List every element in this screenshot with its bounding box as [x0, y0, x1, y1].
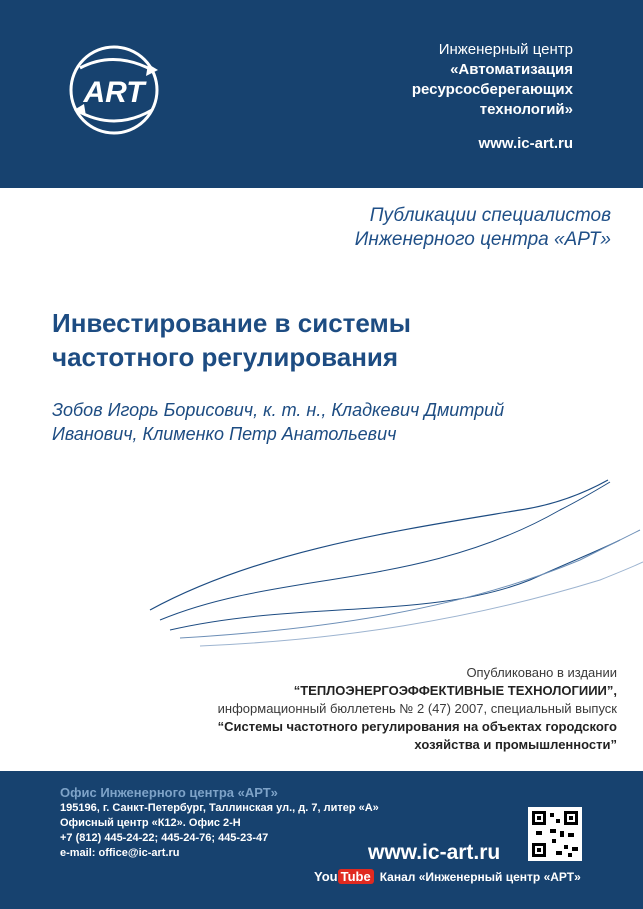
- publications-line: Инженерного центра «АРТ»: [354, 229, 611, 250]
- qr-code-icon[interactable]: [528, 807, 582, 861]
- published-line: Опубликовано в издании: [466, 665, 617, 680]
- office-phones: +7 (812) 445-24-22; 445-24-76; 445-23-47: [60, 832, 269, 844]
- youtube-logo-tube: Tube: [338, 869, 374, 884]
- published-line: информационный бюллетень № 2 (47) 2007, специальный выпуск: [217, 701, 617, 716]
- office-address: 195196, г. Санкт-Петербург, Таллинская ул., д. 7, литер «А»: [60, 802, 379, 814]
- article-authors: [52, 398, 582, 446]
- publications-line: Публикации специалистов: [369, 205, 611, 226]
- header-website-link[interactable]: www.ic-art.ru: [478, 135, 573, 152]
- svg-text:ART: ART: [83, 76, 145, 109]
- art-logo-icon: [60, 40, 168, 140]
- youtube-logo-you: You: [314, 869, 338, 884]
- authors-line: Иванович, Клименко Петр Анатольевич: [52, 424, 397, 444]
- youtube-channel-link[interactable]: [314, 869, 581, 884]
- org-name-line: Инженерный центр: [438, 41, 573, 58]
- org-name-line: ресурсосберегающих: [411, 81, 573, 98]
- office-center: Офисный центр «К12». Офис 2-Н: [60, 817, 241, 829]
- publication-info: [218, 664, 617, 754]
- office-contacts: [60, 801, 379, 861]
- org-name-line: технологий»: [479, 101, 573, 118]
- published-line: “Системы частотного регулирования на объектах городского: [217, 719, 617, 734]
- article-title: [52, 306, 612, 374]
- published-line: “ТЕПЛОЭНЕРГОЭФФЕКТИВНЫЕ ТЕХНОЛОГИИИ”,: [293, 683, 617, 698]
- youtube-channel-label: Канал «Инженерный центр «АРТ»: [379, 869, 581, 884]
- title-line: частотного регулирования: [52, 342, 399, 372]
- published-line: хозяйства и промышленности”: [414, 737, 617, 752]
- title-line: Инвестирование в системы: [52, 308, 411, 338]
- header-banner: [0, 0, 643, 188]
- footer-banner: [0, 771, 643, 909]
- authors-line: Зобов Игорь Борисович, к. т. н., Кладкевич Дмитрий: [52, 400, 505, 420]
- office-email-link[interactable]: e-mail: office@ic-art.ru: [60, 847, 180, 859]
- decorative-waves: [0, 470, 643, 670]
- organization-block: [412, 40, 573, 154]
- footer-website-link[interactable]: www.ic-art.ru: [368, 841, 501, 864]
- publications-heading: [355, 204, 611, 252]
- office-title: Офис Инженерного центра «АРТ»: [60, 785, 278, 800]
- org-name-line: «Автоматизация: [450, 61, 573, 78]
